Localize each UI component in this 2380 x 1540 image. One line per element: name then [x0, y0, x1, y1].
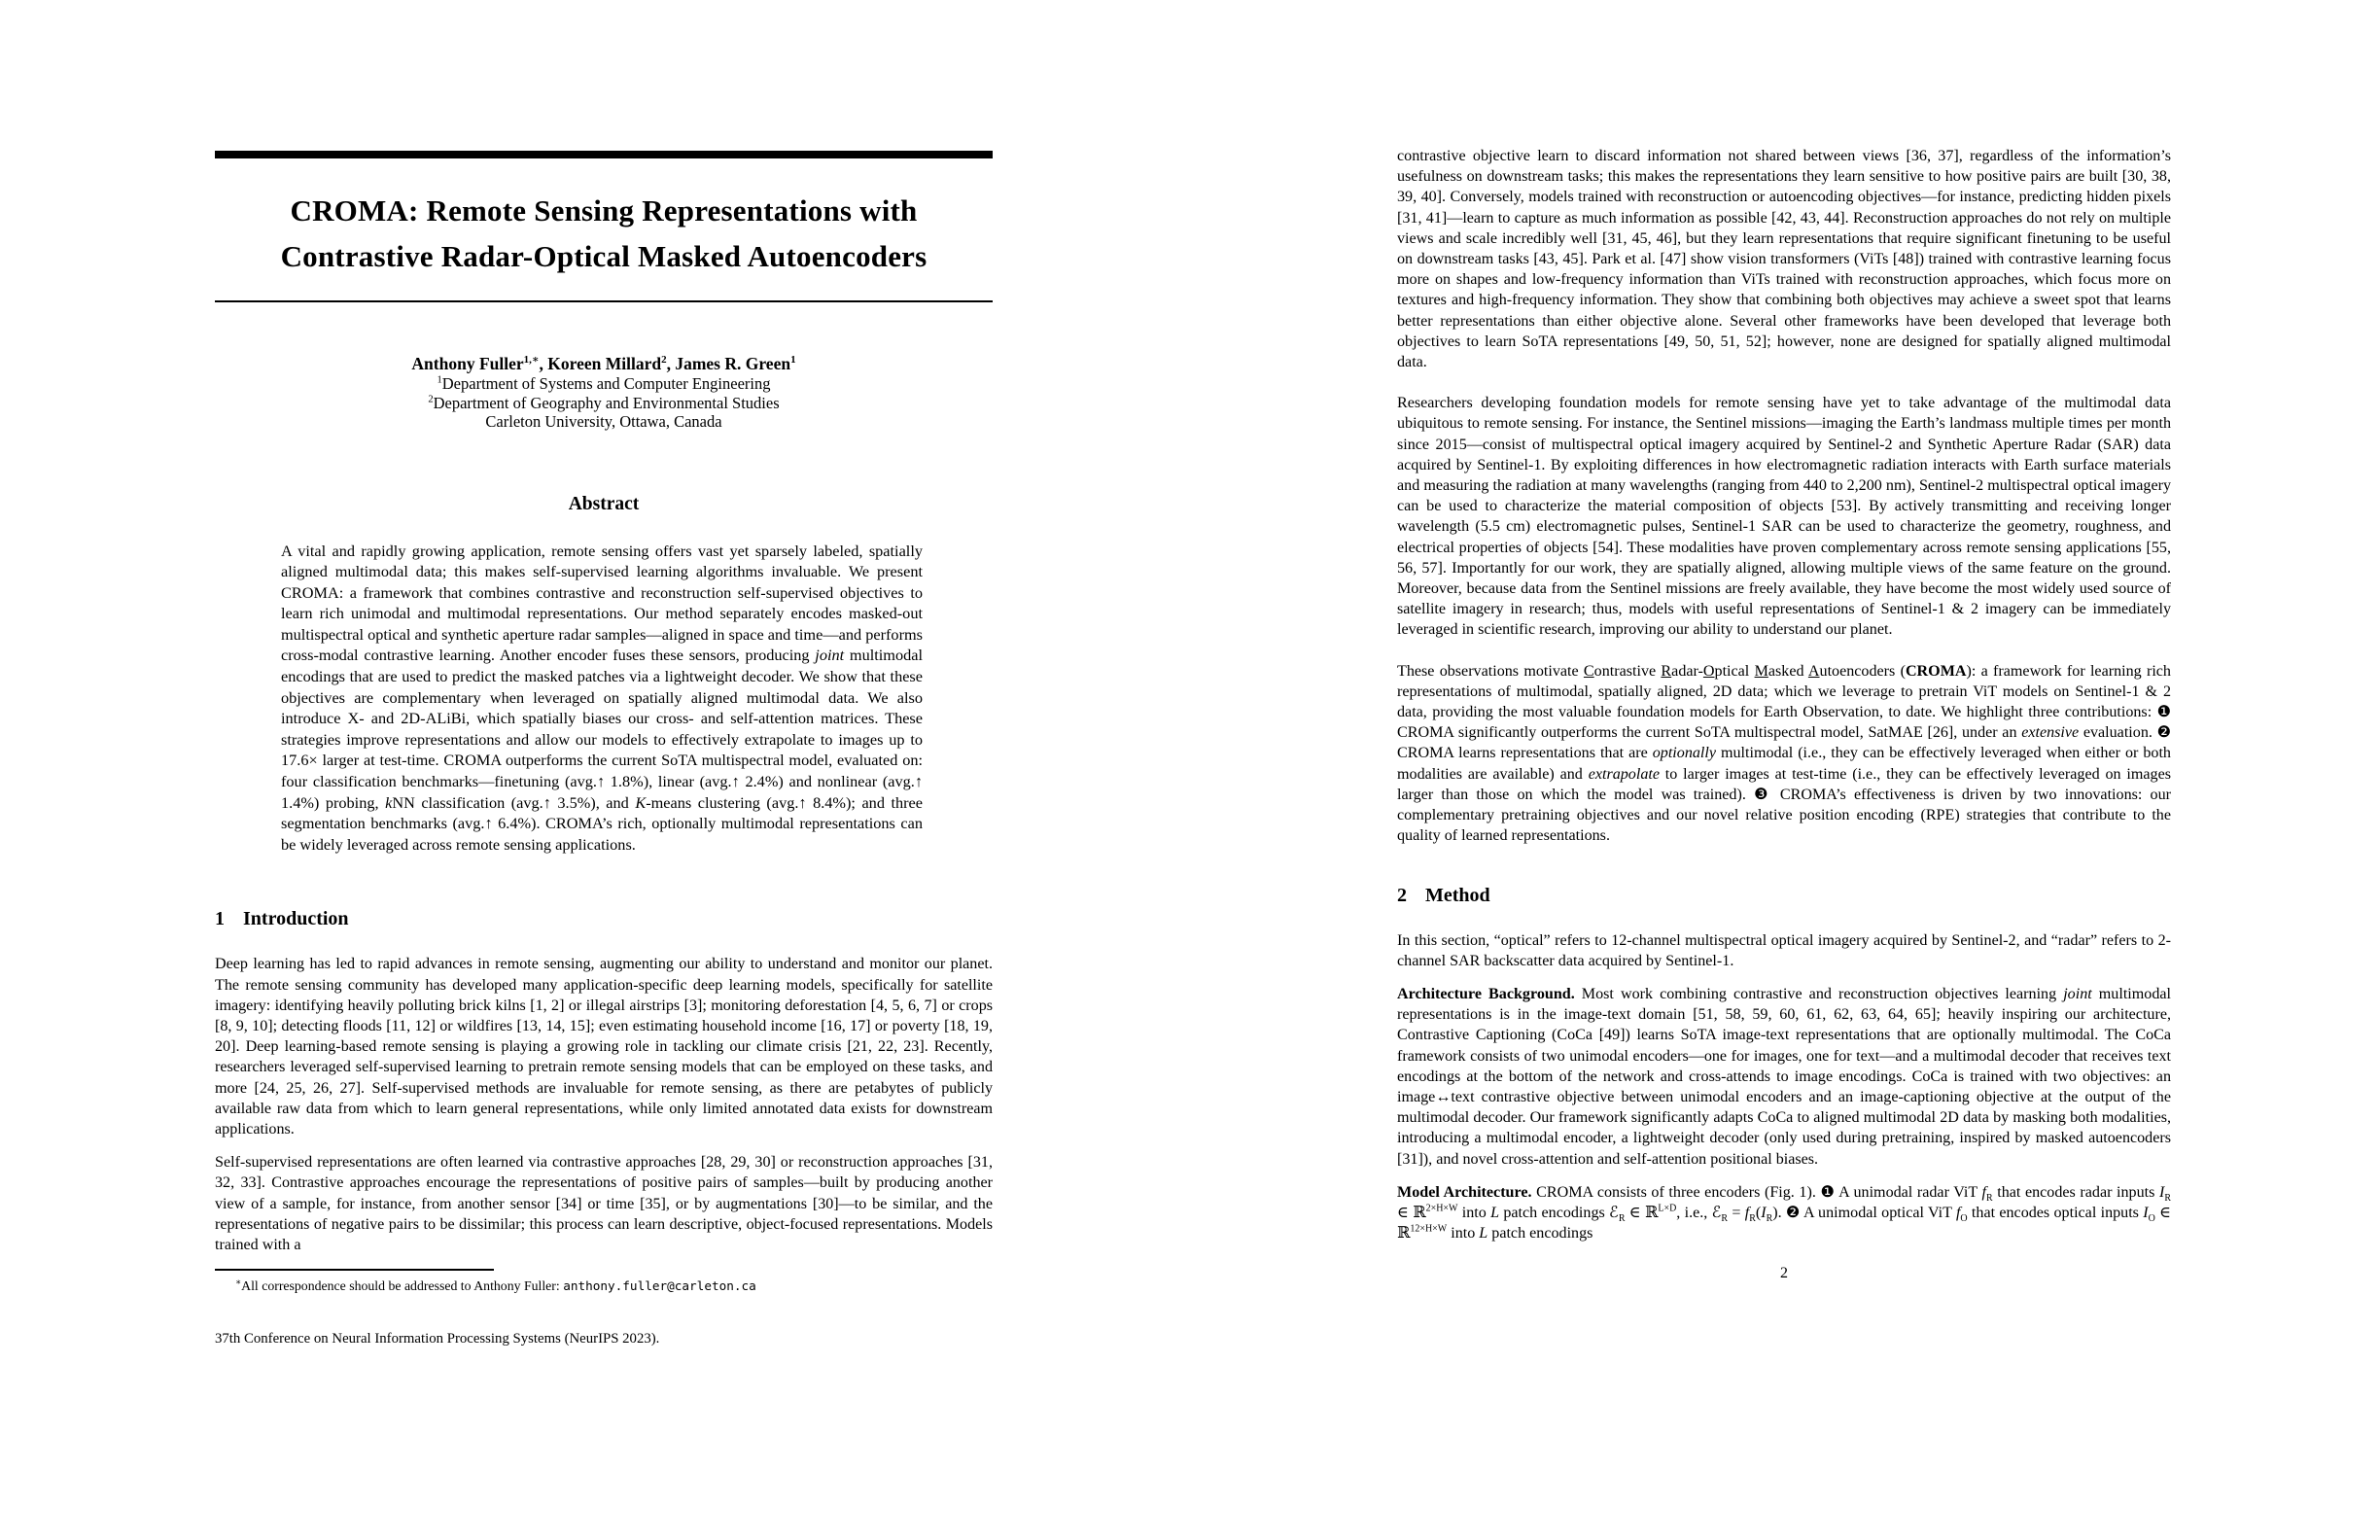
author-affiliation-mark: 1,∗ [523, 354, 540, 367]
affiliation-line [215, 412, 993, 432]
text-segment: f [1981, 1183, 1986, 1201]
method-intro-paragraph: In this section, “optical” refers to 12-channel multispectral optical imagery acquired by Sentinel-2, and “radar” refers to 2-channel SAR backscatter data acquired by Sentinel-1. [1397, 931, 2171, 969]
text-segment: that encodes radar inputs [1992, 1183, 2159, 1201]
text-segment: I [2143, 1204, 2149, 1221]
text-segment: ∗ [235, 1277, 242, 1287]
text-segment: ( [1755, 1204, 1762, 1221]
text-segment: A vital and rapidly growing application, remote sensing offers vast yet sparsely labeled, spatially aligned multimodal data; this makes self-supervised learning algorithms invaluable. We present CROMA: a framework that combines contrastive and reconstruction self-supervised objectives to learn rich unimodal and multimodal representations. Our method separately encodes masked-out multispectral optical and synthetic aperture radar samples—aligned in space and time—and performs cross-modal contrastive learning. Another encoder fuses these sensors, producing [281, 541, 923, 665]
text-segment: I [1761, 1204, 1767, 1221]
text-segment: ∈ ℝ [1625, 1204, 1659, 1221]
paper-title [215, 188, 993, 279]
section-title: Introduction [243, 908, 349, 930]
intro-paragraph-1: Deep learning has led to rapid advances in remote sensing, augmenting our ability to understand and monitor our planet. The remote sensing community has developed many application-specific deep learning models, specifically for satellite imagery: identifying heavily polluting brick kilns [1, 2] or illegal airstrips [3]; monitoring deforestation [4, 5, 6, 7] or crops [8, 9, 10]; detecting floods [11, 12] or wildfires [13, 14, 15]; even estimating household income [16, 17] or poverty [18, 19, 20]. Deep learning-based remote sensing is playing a growing role in tackling our climate crisis [21, 22, 23]. Recently, researchers leveraged self-supervised learning to pretrain remote sensing models that can be employed on these tasks, and more [24, 25, 26, 27]. Self-supervised methods are invaluable for remote sensing, as there are petabytes of publicly available raw data from which to learn general representations, while only limited annotated data exists for downstream applications. [215, 956, 993, 1138]
text-segment: ∈ ℝ [1397, 1204, 2172, 1242]
text-segment: R [1661, 662, 1672, 680]
text-segment: A [1807, 662, 1820, 680]
text-segment: utoencoders ( [1819, 662, 1906, 680]
text-segment: multimodal (i.e., they can be effectively leveraged when either or both modalities are available) and [1397, 745, 2171, 783]
affiliation-line [215, 374, 993, 394]
text-segment: Most work combining contrastive and reconstruction objectives learning [1574, 985, 2064, 1002]
page-1 [215, 0, 993, 1540]
author-name: James R. Green [675, 354, 791, 373]
author-name: Koreen Millard [547, 354, 662, 373]
text-segment: L [1490, 1204, 1500, 1221]
author-separator: , [666, 354, 676, 373]
text-segment: 2×H×W [1425, 1203, 1458, 1214]
paper-title-line1: CROMA: Remote Sensing Representations with [290, 193, 918, 228]
text-segment: Model Architecture. [1397, 1183, 1532, 1201]
body-paragraph-foundation-models: Researchers developing foundation models for remote sensing have yet to take advantage of the multimodal data ubiquitous to remote sensing. For instance, the Sentinel missions—imaging the Earth’s landmass multiple times per month since 2015—consist of multispectral optical imagery acquired by Sentinel-2 and Synthetic Aperture Radar (SAR) data acquired by Sentinel-1. By exploiting differences in how electromagnetic radiation interacts with Earth surface materials and measuring the radiation at many wavelengths (ranging from 440 to 2,200 nm), Sentinel-2 multispectral optical imagery can be used to characterize the material composition of objects [53]. By actively transmitting and receiving longer wavelength (5.5 cm) electromagnetic pulses, Sentinel-1 SAR can be used to characterize the geometry, roughness, and electrical properties of objects [54]. These modalities have proven complementary across remote sensing applications [55, 56, 57]. Importantly for our work, they are spatially aligned, allowing multiple views of the same feature on the ground. Moreover, because data from the Sentinel missions are freely available, they have become the most widely used source of satellite imagery in research; thus, models with useful representations of Sentinel-1 & 2 imagery can be immediately leveraged in scientific research, improving our ability to understand our planet. [1397, 395, 2171, 639]
text-segment: ontrastive [1593, 662, 1662, 680]
text-segment: R [1721, 1213, 1729, 1225]
intro-paragraph-2: Self-supervised representations are often learned via contrastive approaches [28, 29, 30] or reconstruction approaches [31, 32, 33]. Contrastive approaches encourage the representations of positive pairs of samples—built by producing another view of a sample, for instance, from another sensor [34] or time [35], or by augmentations [30]—to be similar, and the representations of negative pairs to be dissimilar; this process can learn descriptive, object-focused representations. Models trained with a [215, 1154, 993, 1254]
paper-title-line2: Contrastive Radar-Optical Masked Autoencoders [280, 239, 928, 273]
text-segment: ptical [1714, 662, 1755, 680]
text-segment: into [1457, 1204, 1491, 1221]
text-segment: All correspondence should be addressed to Anthony Fuller: [241, 1278, 564, 1294]
text-segment: optionally [1652, 745, 1716, 762]
body-paragraph-croma-contributions [1397, 661, 2171, 847]
text-segment: ∈ ℝ [1397, 1204, 1426, 1221]
text-segment: ). ❷ A unimodal optical ViT [1772, 1204, 1956, 1221]
text-segment: multimodal encodings that are used to predict the masked patches via a lightweight decoder. We show that these objectives are complementary when leveraged on spatially aligned multimodal data. We also introduce X- and 2D-ALiBi, which spatially biases our cross- and self-attention matrices. These strategies improve representations and allow our models to effectively extrapolate to images up to 17.6× larger at test-time. CROMA outperforms the current SoTA multispectral model, evaluated on: four classification benchmarks—finetuning (avg.↑ 1.8%), linear (avg.↑ 2.4%) and nonlinear (avg.↑ 1.4%) probing, [281, 646, 923, 812]
text-segment: CROMA consists of three encoders (Fig. 1). ❶ A unimodal radar ViT [1531, 1183, 1982, 1201]
author-name: Anthony Fuller [411, 354, 524, 373]
abstract-text [281, 541, 923, 856]
text-segment: C [1583, 662, 1594, 680]
text-segment: asked [1768, 662, 1808, 680]
text-segment: CROMA [1905, 662, 1967, 680]
text-segment: , i.e., ℰ [1676, 1204, 1722, 1221]
text-segment: k [385, 792, 393, 812]
correspondence-footnote [215, 1278, 993, 1294]
text-segment: f [1955, 1204, 1961, 1221]
text-segment: joint [2063, 985, 2092, 1002]
text-segment: I [2159, 1183, 2165, 1201]
text-segment: 12×H×W [1410, 1223, 1448, 1235]
conference-footer: 37th Conference on Neural Information Processing Systems (NeurIPS 2023). [215, 1331, 660, 1348]
section-number: 2 [1397, 884, 1407, 906]
section-title: Method [1425, 884, 1490, 906]
text-segment: R [1618, 1213, 1626, 1225]
text-segment: O [1702, 662, 1715, 680]
text-segment: These observations motivate [1397, 662, 1584, 680]
text-segment: L×D [1658, 1203, 1677, 1214]
author-separator: , [539, 354, 548, 373]
body-paragraph-contrastive: contrastive objective learn to discard information not shared between views [36, 37], regardless of the information’s usefulness on downstream tasks; this makes the representations they learn sensitive to how positive pairs are built [30, 38, 39, 40]. Conversely, models trained with reconstruction or autoencoding objectives—for instance, predicting hidden pixels [31, 41]—learn to capture as much information as possible [42, 43, 44]. Reconstruction approaches do not rely on multiple views and scale incredibly well [31, 45, 46], but they learn representations that require significant finetuning to be useful on downstream tasks [43, 45]. Park et al. [47] show vision transformers (ViTs [48]) trained with contrastive learning focus more on shapes and low-frequency information than ViTs trained with reconstruction approaches, which focus more on textures and high-frequency information. They show that combining both objectives may achieve a sweet spot that learns better representations than either objective alone. Several other frameworks have been developed that leverage both objectives to learn SoTA representations [49, 50, 51, 52]; however, none are designed for spatially aligned multimodal data. [1397, 148, 2171, 371]
model-architecture-paragraph [1397, 1182, 2171, 1244]
text-segment: to larger images at test-time (i.e., they can be effectively leveraged on images larger than those on which the model was trained). ❸ CROMA’s effectiveness is driven by two innovations: our complementary pretraining objectives and our novel relative position encoding (RPE) strategies that contribute to the quality of learned representations. [1397, 765, 2172, 845]
text-segment: joint [815, 646, 845, 665]
author-affiliation-mark: 2 [661, 354, 667, 367]
text-segment: NN classification (avg.↑ 3.5%), and [392, 792, 636, 812]
page-number: 2 [1780, 1265, 1788, 1282]
text-segment: = [1728, 1204, 1745, 1221]
text-segment: ): a framework for learning rich representations of multimodal, spatially aligned, 2D data; which we leverage to pretrain ViT models on Sentinel-1 & 2 data, providing the most valuable foundation models for Earth Observation, to date. We highlight three contributions: ❶ CROMA significantly outperforms the current SoTA multispectral model, SatMAE [26], under an [1397, 662, 2171, 742]
text-segment: extensive [2021, 724, 2080, 742]
title-rule-top [215, 151, 993, 158]
text-segment: R [2164, 1192, 2172, 1204]
affiliation-mark: 2 [428, 394, 434, 404]
text-segment: K [635, 792, 647, 812]
page-2 [1397, 0, 2171, 1540]
text-segment: adar- [1671, 662, 1703, 680]
text-segment: patch encodings ℰ [1499, 1204, 1619, 1221]
author-affiliation-mark: 1 [790, 354, 796, 367]
text-segment: f [1744, 1204, 1750, 1221]
title-rule-bottom [215, 300, 993, 302]
affiliation-mark: 1 [437, 374, 442, 386]
author-block [215, 353, 993, 432]
text-segment: O [1960, 1213, 1968, 1225]
text-segment: R [1985, 1192, 1993, 1204]
email-text: anthony.fuller@carleton.ca [563, 1278, 756, 1294]
footnote-rule [215, 1269, 494, 1271]
affiliation-text: Department of Systems and Computer Engineering [441, 374, 771, 393]
text-segment: extrapolate [1588, 765, 1660, 783]
section-heading-introduction [215, 907, 993, 930]
text-segment: evaluation. ❷ CROMA learns representations that are [1397, 724, 2171, 762]
affiliation-text: Carleton University, Ottawa, Canada [485, 412, 722, 431]
section-heading-method [1397, 884, 2171, 907]
section-number: 1 [215, 908, 225, 930]
text-segment: R [1749, 1213, 1756, 1225]
text-segment: patch encodings [1488, 1225, 1593, 1242]
architecture-background-paragraph [1397, 984, 2171, 1170]
text-segment: O [2148, 1213, 2155, 1225]
text-segment: into [1447, 1225, 1480, 1242]
abstract-heading: Abstract [568, 493, 640, 514]
text-segment: R [1766, 1213, 1773, 1225]
affiliation-line [215, 394, 993, 413]
text-segment: M [1754, 662, 1768, 680]
text-segment: -means clustering (avg.↑ 8.4%); and three segmentation benchmarks (avg.↑ 6.4%). CROMA’s rich, optionally multimodal representations can be widely leveraged across remote sensing applications. [281, 792, 923, 854]
text-segment: Architecture Background. [1397, 985, 1575, 1002]
text-segment: L [1479, 1225, 1488, 1242]
text-segment: that encodes optical inputs [1967, 1204, 2144, 1221]
affiliation-text: Department of Geography and Environmental Studies [433, 393, 780, 412]
text-segment: multimodal representations is in the image-text domain [51, 58, 59, 60, 61, 62, 63, 64, 65]; heavily inspiring our architecture, Contrastive Captioning (CoCa [49]) learns SoTA image-text representations that are optionally multimodal. The CoCa framework consists of two unimodal encoders—one for images, one for text—and a multimodal decoder that receives text encodings at the bottom of the network and cross-attends to image encodings. CoCa is trained with two objectives: an image↔text contrastive objective between unimodal encoders and an image-captioning objective at the output of the multimodal decoder. Our framework significantly adapts CoCa to aligned multimodal 2D data by masking both modalities, introducing a multimodal encoder, a lightweight decoder (only used during pretraining, inspired by masked autoencoders [31]), and novel cross-attention and self-attention positional biases. [1397, 985, 2171, 1168]
